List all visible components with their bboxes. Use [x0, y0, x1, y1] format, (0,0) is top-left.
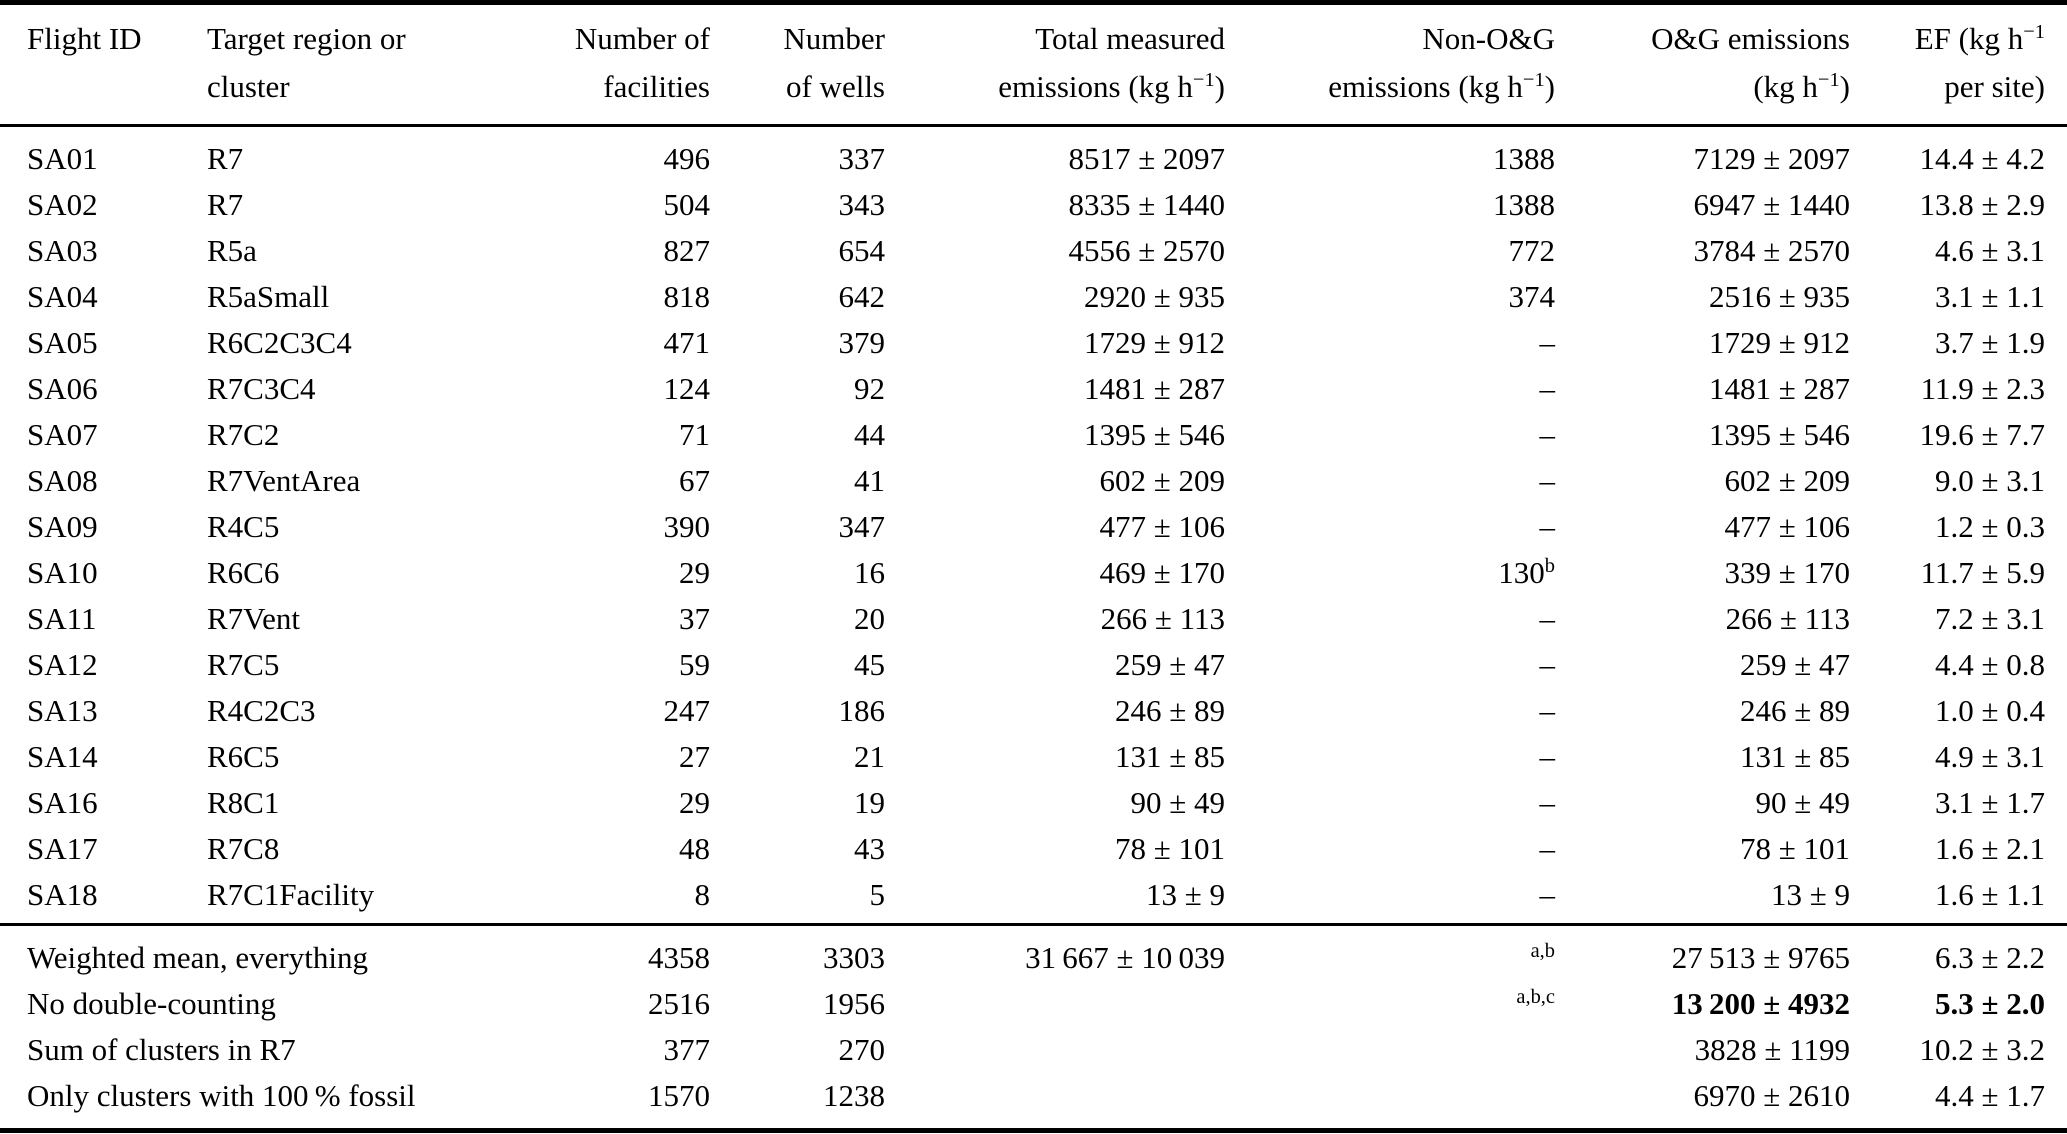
total-emissions-cell: 259 ± 47: [1114, 647, 1225, 682]
superscript-note: b: [1544, 554, 1555, 577]
wells-cell: 270: [838, 1032, 885, 1067]
header-num-facilities-line1: Number of: [574, 21, 710, 56]
ef-cell: 19.6 ± 7.7: [1919, 417, 2045, 452]
wells-cell: 41: [854, 463, 885, 498]
wells-cell: 19: [854, 785, 885, 820]
og-emissions-cell: 3784 ± 2570: [1693, 233, 1850, 268]
superscript: −1: [1522, 68, 1545, 91]
nonog-emissions-cell: [1225, 1073, 1555, 1131]
header-ef: [1850, 3, 2067, 126]
header-total-emissions-line1: Total measured: [1035, 21, 1225, 56]
og-emissions-cell: 1395 ± 546: [1708, 417, 1850, 452]
og-emissions-cell: 2516 ± 935: [1708, 279, 1850, 314]
summary-label-cell: Sum of clusters in R7: [27, 1032, 296, 1067]
total-emissions-cell: 31 667 ± 10 039: [885, 925, 1225, 982]
header-ef-line1: EF (kg $h^{-1}$: [1914, 20, 2045, 56]
wells-cell: 1956: [823, 986, 885, 1021]
total-emissions-cell: 78 ± 101: [1114, 831, 1225, 866]
header-nonog-emissions-line2: emissions (kg $h^{-1}$): [1328, 68, 1555, 104]
total-emissions-cell: 1481 ± 287: [1083, 371, 1225, 406]
region-cell: R7: [207, 187, 244, 222]
flight-id-cell: SA16: [27, 785, 98, 820]
region-cell: R7C5: [207, 647, 280, 682]
wells-cell: 20: [854, 601, 885, 636]
nonog-emissions-cell: –: [1539, 325, 1555, 360]
summary-label-cell: No double-counting: [27, 986, 276, 1021]
nonog-emissions-cell: –: [1539, 831, 1555, 866]
table-summary: [0, 925, 2067, 1131]
ef-cell: 5.3 ± 2.0: [1934, 986, 2045, 1021]
facilities-cell: 48: [679, 831, 710, 866]
flight-id-cell: SA07: [27, 417, 98, 452]
table-row: [0, 182, 2067, 228]
ef-cell: 11.7 ± 5.9: [1920, 555, 2045, 590]
region-cell: R7: [207, 141, 244, 176]
wells-cell: 186: [838, 693, 885, 728]
nonog-emissions-cell: –: [1539, 601, 1555, 636]
header-total-emissions-line2: emissions (kg $h^{-1}$): [998, 68, 1225, 104]
table-row: [0, 550, 2067, 596]
facilities-cell: 27: [679, 739, 710, 774]
facilities-cell: 67: [679, 463, 710, 498]
ef-cell: 14.4 ± 4.2: [1919, 141, 2045, 176]
total-emissions-cell: 602 ± 209: [1099, 463, 1225, 498]
ef-cell: 4.9 ± 3.1: [1934, 739, 2045, 774]
nonog-emissions-cell: 1388: [1493, 141, 1555, 176]
wells-cell: 45: [854, 647, 885, 682]
table-body: [0, 126, 2067, 925]
header-target-region: [180, 3, 500, 126]
facilities-cell: 124: [663, 371, 710, 406]
total-emissions-cell: 1729 ± 912: [1083, 325, 1225, 360]
og-emissions-cell: 339 ± 170: [1724, 555, 1850, 590]
header-nonog-emissions-line1: Non-O&G: [1422, 21, 1555, 56]
region-cell: R7C8: [207, 831, 280, 866]
og-emissions-cell: 13 ± 9: [1770, 877, 1850, 912]
summary-row: [0, 981, 2067, 1027]
nonog-emissions-cell: 130$^b$: [1498, 554, 1555, 590]
header-flight-id: [0, 3, 180, 126]
table-row: [0, 412, 2067, 458]
header-og-emissions-line1: O&G emissions: [1651, 21, 1850, 56]
total-emissions-cell: 131 ± 85: [1114, 739, 1225, 774]
ef-cell: 1.6 ± 2.1: [1934, 831, 2045, 866]
ef-cell: 3.1 ± 1.1: [1934, 279, 2045, 314]
wells-cell: 21: [854, 739, 885, 774]
og-emissions-cell: 90 ± 49: [1755, 785, 1850, 820]
total-emissions-cell: [885, 1073, 1225, 1131]
nonog-emissions-cell: [1225, 981, 1555, 1027]
header-og-emissions-line2: (kg $h^{-1}$): [1753, 68, 1850, 104]
table-row: [0, 504, 2067, 550]
table-row: [0, 126, 2067, 183]
wells-cell: 44: [854, 417, 885, 452]
flight-id-cell: SA03: [27, 233, 98, 268]
header-total-emissions: [885, 3, 1225, 126]
facilities-cell: 247: [663, 693, 710, 728]
table-row: [0, 642, 2067, 688]
nonog-emissions-cell: –: [1539, 463, 1555, 498]
header-target-region-line2: cluster: [207, 69, 290, 104]
header-nonog-emissions: [1225, 3, 1555, 126]
flight-id-cell: SA17: [27, 831, 98, 866]
summary-row: [0, 1073, 2067, 1131]
ef-cell: 4.4 ± 0.8: [1934, 647, 2045, 682]
nonog-emissions-cell: –: [1539, 417, 1555, 452]
ef-cell: 13.8 ± 2.9: [1919, 187, 2045, 222]
flight-id-cell: SA04: [27, 279, 98, 314]
flight-id-cell: SA10: [27, 555, 98, 590]
total-emissions-cell: 8517 ± 2097: [1068, 141, 1225, 176]
total-emissions-cell: [885, 1027, 1225, 1073]
header-num-wells-line2: of wells: [785, 69, 885, 104]
header-flight-id-line1: Flight ID: [27, 21, 142, 56]
superscript: −1: [1192, 68, 1215, 91]
table-row: [0, 872, 2067, 925]
table-row: [0, 780, 2067, 826]
wells-cell: 337: [838, 141, 885, 176]
facilities-cell: 8: [694, 877, 710, 912]
superscript: −1: [2023, 20, 2045, 43]
nonog-emissions-cell: [1225, 925, 1555, 982]
nonog-emissions-cell: 374: [1508, 279, 1555, 314]
header-ef-line2: per site): [1944, 69, 2045, 104]
total-emissions-cell: [885, 981, 1225, 1027]
table-row: [0, 366, 2067, 412]
superscript-note: a,b: [1530, 939, 1555, 962]
ef-cell: 3.1 ± 1.7: [1934, 785, 2045, 820]
og-emissions-cell: 1729 ± 912: [1708, 325, 1850, 360]
region-cell: R4C2C3: [207, 693, 316, 728]
facilities-cell: 29: [679, 555, 710, 590]
nonog-emissions-cell: 1388: [1493, 187, 1555, 222]
table-row: [0, 596, 2067, 642]
flight-id-cell: SA08: [27, 463, 98, 498]
nonog-emissions-cell: –: [1539, 509, 1555, 544]
total-emissions-cell: 90 ± 49: [1130, 785, 1225, 820]
table-row: [0, 458, 2067, 504]
superscript-note: a,b,c: [1516, 985, 1555, 1008]
header-row: [0, 3, 2067, 126]
wells-cell: 92: [854, 371, 885, 406]
og-emissions-cell: 27 513 ± 9765: [1555, 925, 1850, 982]
facilities-cell: 59: [679, 647, 710, 682]
facilities-cell: 818: [663, 279, 710, 314]
ef-cell: 1.0 ± 0.4: [1934, 693, 2045, 728]
flight-id-cell: SA01: [27, 141, 98, 176]
ef-cell: 6.3 ± 2.2: [1850, 925, 2067, 982]
facilities-cell: 390: [663, 509, 710, 544]
og-emissions-cell: 6947 ± 1440: [1693, 187, 1850, 222]
total-emissions-cell: 1395 ± 546: [1083, 417, 1225, 452]
region-cell: R7Vent: [207, 601, 300, 636]
facilities-cell: 71: [679, 417, 710, 452]
header-num-wells-line1: Number: [783, 21, 885, 56]
nonog-emissions-cell: –: [1539, 739, 1555, 774]
nonog-emissions-cell: –: [1539, 785, 1555, 820]
region-cell: R4C5: [207, 509, 280, 544]
flight-id-cell: SA11: [27, 601, 97, 636]
flight-id-cell: SA18: [27, 877, 98, 912]
ef-cell: 4.6 ± 3.1: [1934, 233, 2045, 268]
og-emissions-cell: 602 ± 209: [1724, 463, 1850, 498]
header-num-facilities-line2: facilities: [603, 69, 710, 104]
total-emissions-cell: 246 ± 89: [1114, 693, 1225, 728]
table-row: [0, 734, 2067, 780]
facilities-cell: 2516: [648, 986, 710, 1021]
og-emissions-cell: 246 ± 89: [1739, 693, 1850, 728]
og-emissions-cell: 477 ± 106: [1724, 509, 1850, 544]
wells-cell: 5: [869, 877, 885, 912]
header-num-facilities: [500, 3, 710, 126]
header-flight-id-line2: [27, 63, 180, 111]
region-cell: R7C2: [207, 417, 280, 452]
og-emissions-cell: 259 ± 47: [1739, 647, 1850, 682]
table-header: [0, 3, 2067, 126]
total-emissions-cell: 4556 ± 2570: [1068, 233, 1225, 268]
wells-cell: 347: [838, 509, 885, 544]
nonog-emissions-cell: –: [1539, 693, 1555, 728]
region-cell: R7C3C4: [207, 371, 316, 406]
total-emissions-cell: 13 ± 9: [1145, 877, 1225, 912]
summary-label-cell: Weighted mean, everything: [0, 925, 500, 982]
og-emissions-cell: 7129 ± 2097: [1693, 141, 1850, 176]
nonog-emissions-cell: 772: [1508, 233, 1555, 268]
table-row: [0, 274, 2067, 320]
nonog-emissions-cell: –: [1539, 647, 1555, 682]
wells-cell: 379: [838, 325, 885, 360]
region-cell: R7VentArea: [207, 463, 361, 498]
og-emissions-cell: 266 ± 113: [1725, 601, 1850, 636]
summary-row: [0, 1027, 2067, 1073]
region-cell: R6C2C3C4: [207, 325, 352, 360]
facilities-cell: 29: [679, 785, 710, 820]
wells-cell: 1238: [823, 1078, 885, 1113]
wells-cell: 16: [854, 555, 885, 590]
table-row: [0, 826, 2067, 872]
og-emissions-cell: 131 ± 85: [1739, 739, 1850, 774]
total-emissions-cell: 2920 ± 935: [1083, 279, 1225, 314]
facilities-cell: 504: [663, 187, 710, 222]
facilities-cell: 37: [679, 601, 710, 636]
og-emissions-cell: 3828 ± 1199: [1694, 1032, 1850, 1067]
flight-id-cell: SA02: [27, 187, 98, 222]
ef-cell: 1.2 ± 0.3: [1934, 509, 2045, 544]
flight-id-cell: SA13: [27, 693, 98, 728]
region-cell: R6C6: [207, 555, 280, 590]
ef-cell: 11.9 ± 2.3: [1920, 371, 2045, 406]
nonog-emissions-cell: –: [1539, 371, 1555, 406]
nonog-emissions-cell: –: [1539, 877, 1555, 912]
flight-id-cell: SA06: [27, 371, 98, 406]
superscript: −1: [1817, 68, 1840, 91]
total-emissions-cell: 8335 ± 1440: [1068, 187, 1225, 222]
flight-id-cell: SA14: [27, 739, 98, 774]
header-og-emissions: [1555, 3, 1850, 126]
region-cell: R7C1Facility: [207, 877, 375, 912]
region-cell: R8C1: [207, 785, 280, 820]
ef-cell: 4.4 ± 1.7: [1934, 1078, 2045, 1113]
wells-cell: 642: [838, 279, 885, 314]
ef-cell: 1.6 ± 1.1: [1934, 877, 2045, 912]
table-row: [0, 320, 2067, 366]
header-num-wells: [710, 3, 885, 126]
facilities-cell: 377: [663, 1032, 710, 1067]
facilities-cell: 471: [663, 325, 710, 360]
total-emissions-cell: 469 ± 170: [1099, 555, 1225, 590]
total-emissions-cell: 477 ± 106: [1099, 509, 1225, 544]
og-emissions-cell: 78 ± 101: [1739, 831, 1850, 866]
wells-cell: 654: [838, 233, 885, 268]
region-cell: R6C5: [207, 739, 280, 774]
ef-cell: 9.0 ± 3.1: [1934, 463, 2045, 498]
wells-cell: 43: [854, 831, 885, 866]
og-emissions-cell: 13 200 ± 4932: [1671, 986, 1850, 1021]
region-cell: R5a: [207, 233, 257, 268]
ef-cell: 3.7 ± 1.9: [1934, 325, 2045, 360]
facilities-cell: 496: [663, 141, 710, 176]
summary-label-cell: Only clusters with 100 % fossil: [27, 1078, 416, 1113]
flight-id-cell: SA05: [27, 325, 98, 360]
facilities-cell: 4358: [500, 925, 710, 982]
flight-id-cell: SA12: [27, 647, 98, 682]
og-emissions-cell: 1481 ± 287: [1708, 371, 1850, 406]
ef-cell: 7.2 ± 3.1: [1934, 601, 2045, 636]
facilities-cell: 827: [663, 233, 710, 268]
summary-row: [0, 925, 2067, 982]
wells-cell: 343: [838, 187, 885, 222]
header-target-region-line1: Target region or: [207, 21, 406, 56]
table-row: [0, 228, 2067, 274]
og-emissions-cell: 6970 ± 2610: [1693, 1078, 1850, 1113]
total-emissions-cell: 266 ± 113: [1100, 601, 1225, 636]
table-row: [0, 688, 2067, 734]
flight-id-cell: SA09: [27, 509, 98, 544]
ef-cell: 10.2 ± 3.2: [1919, 1032, 2045, 1067]
region-cell: R5aSmall: [207, 279, 330, 314]
facilities-cell: 1570: [648, 1078, 710, 1113]
nonog-emissions-cell: [1225, 1027, 1555, 1073]
wells-cell: 3303: [710, 925, 885, 982]
